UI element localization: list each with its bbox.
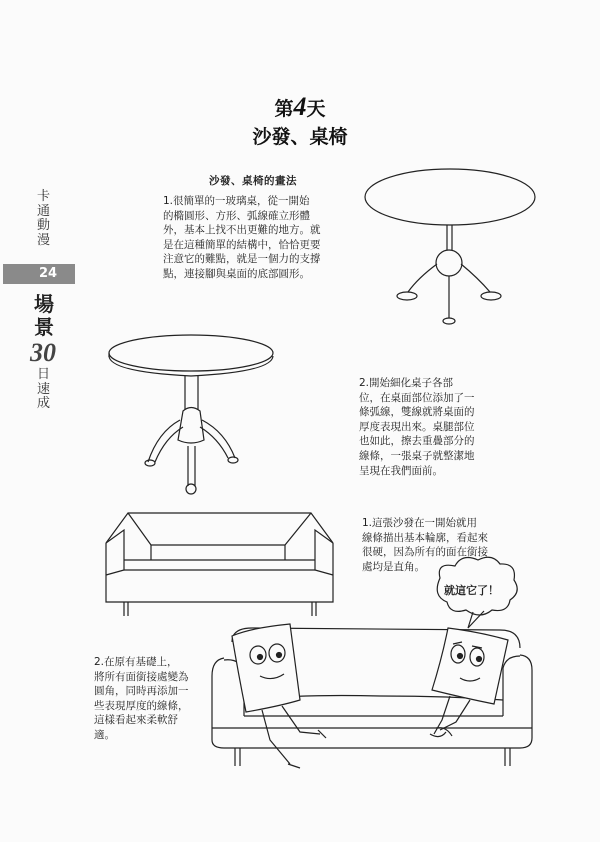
book-title-number: 30 — [30, 338, 56, 367]
speech-bubble-text: 就這它了！ — [444, 584, 499, 597]
text-line: 條弧線，雙線就將桌面的 — [359, 406, 475, 419]
topic-title: 沙發、桌椅 — [252, 126, 348, 148]
text-line: 厚度表現出來。桌腿部位 — [359, 420, 475, 433]
text-line: 點，連接腳與桌面的底部圓形。 — [163, 267, 310, 280]
text-line: 也如此，擦去重疊部分的 — [359, 435, 475, 448]
section-heading: 沙發、桌椅的畫法 — [209, 175, 297, 187]
page-number: 24 — [39, 266, 58, 281]
sofa-sketch-illustration — [106, 513, 333, 616]
table-sketch-illustration — [365, 169, 535, 324]
cushion-character-right — [430, 628, 508, 737]
text-line: 將所有面銜接處變為 — [94, 670, 189, 683]
text-line: 1.很簡單的一玻璃桌，從一開始 — [163, 195, 310, 207]
text-line: 是在這種簡單的結構中，恰恰更要 — [163, 238, 321, 251]
text-line: 注意它的難點，就是一個力的支撐 — [163, 253, 321, 266]
text-line: 適。 — [94, 728, 115, 741]
book-title-char-1: 場 — [34, 292, 54, 316]
text-line: 呈現在我們面前。 — [359, 464, 443, 477]
text-line: 很硬，因為所有的面在銜接 — [362, 546, 488, 559]
text-line: 線條，一張桌子就整潔地 — [359, 449, 475, 462]
table-refined-illustration — [109, 335, 273, 494]
text-line: 1.這張沙發在一開始就用 — [362, 517, 478, 529]
text-line: 處均是直角。 — [362, 560, 425, 573]
book-title-char-2: 景 — [34, 315, 54, 339]
text-line: 線條描出基本輪廓，看起來 — [362, 531, 488, 544]
text-line: 2.開始細化桌子各部 — [359, 377, 454, 389]
text-line: 2.在原有基礎上， — [94, 656, 178, 668]
text-line: 外，基本上找不出更難的地方。就 — [163, 224, 321, 237]
day-title: 第4天 — [274, 92, 326, 121]
text-line: 的橢圓形、方形、弧線確立形體 — [163, 209, 310, 222]
text-line: 圓角，同時再添加一 — [94, 685, 189, 698]
series-title-vertical: 卡 通 動 漫 — [37, 189, 51, 248]
text-line: 這樣看起來柔軟舒 — [94, 714, 178, 727]
book-title-tail-vertical: 日 速 成 — [37, 367, 51, 411]
text-line: 些表現厚度的線條， — [94, 699, 189, 712]
text-line: 位，在桌面部位添加了一 — [359, 391, 475, 404]
